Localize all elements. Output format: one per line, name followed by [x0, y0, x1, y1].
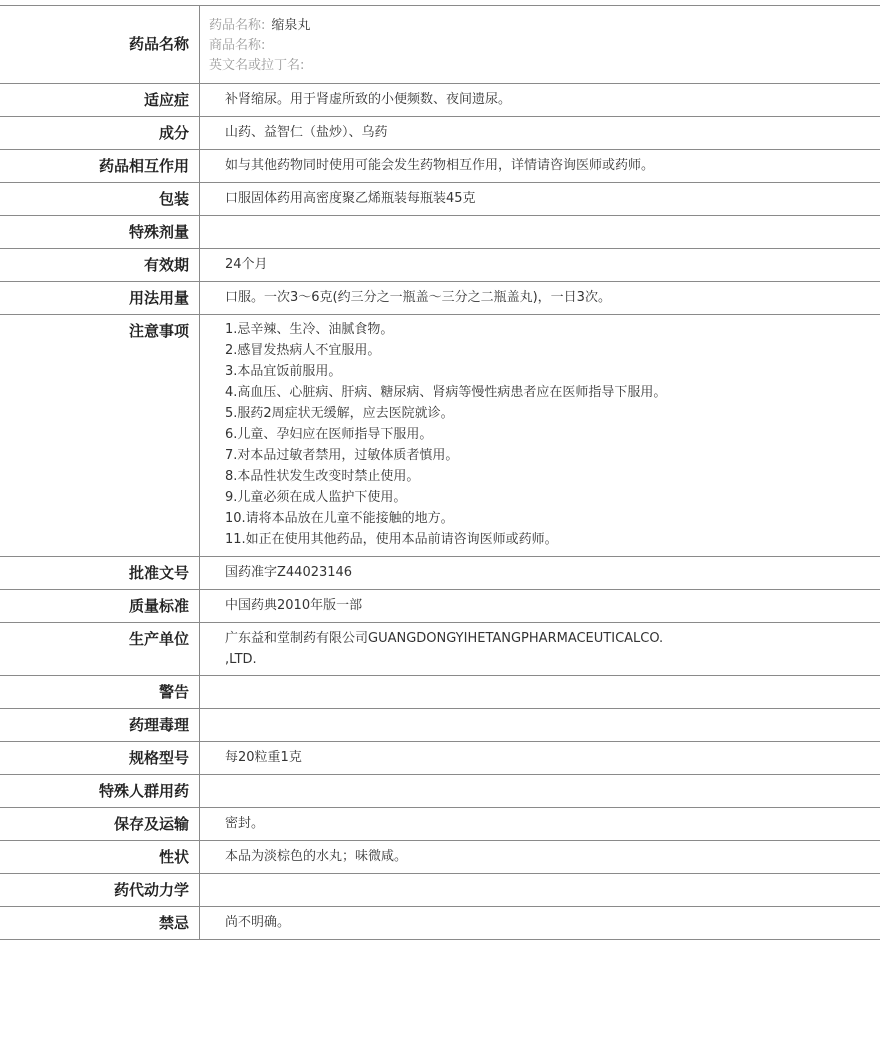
english-name-key: 英文名或拉丁名: — [209, 58, 305, 73]
row-warning — [0, 676, 880, 709]
row-value: 国药准字Z44023146 — [225, 565, 353, 580]
row-value: 尚不明确。 — [225, 915, 291, 930]
list-item: 11.如正在使用其他药品，使用本品前请咨询医师或药师。 — [225, 532, 558, 547]
row-label: 警告 — [0, 676, 200, 708]
row-manufacturer — [0, 623, 880, 676]
row-value: 24个月 — [225, 257, 268, 272]
list-item: 9.儿童必须在成人监护下使用。 — [225, 490, 407, 505]
trade-name-line — [209, 36, 880, 56]
row-label: 规格型号 — [0, 742, 200, 774]
precautions-list — [200, 315, 880, 556]
row-appearance — [0, 841, 880, 874]
row-value: 每20粒重1克 — [225, 750, 302, 765]
row-drug-name — [0, 5, 880, 84]
list-item: 5.服药2周症状无缓解，应去医院就诊。 — [225, 406, 454, 421]
list-item: 1.忌辛辣、生冷、油腻食物。 — [225, 322, 394, 337]
list-item: 2.感冒发热病人不宜服用。 — [225, 343, 381, 358]
row-value: 口服。一次3～6克(约三分之一瓶盖～三分之二瓶盖丸)，一日3次。 — [225, 290, 611, 305]
row-label: 药代动力学 — [0, 874, 200, 906]
row-specification — [0, 742, 880, 775]
row-label: 适应症 — [0, 84, 200, 116]
row-approval-number — [0, 557, 880, 590]
generic-name-key: 药品名称: — [209, 18, 266, 33]
row-indications — [0, 84, 880, 117]
row-precautions — [0, 315, 880, 557]
row-value — [200, 874, 880, 906]
row-value — [200, 775, 880, 807]
row-label: 用法用量 — [0, 282, 200, 314]
row-label: 禁忌 — [0, 907, 200, 939]
generic-name-line — [209, 16, 880, 36]
row-label: 药品相互作用 — [0, 150, 200, 182]
english-name-line — [209, 56, 880, 76]
manufacturer-line: ,LTD. — [225, 652, 257, 667]
row-value — [200, 676, 880, 708]
row-label: 特殊剂量 — [0, 216, 200, 248]
list-item: 7.对本品过敏者禁用，过敏体质者慎用。 — [225, 448, 459, 463]
row-value: 中国药典2010年版一部 — [225, 598, 363, 613]
row-value: 补肾缩尿。用于肾虚所致的小便频数、夜间遗尿。 — [225, 92, 512, 107]
row-pharmacology — [0, 709, 880, 742]
row-quality-standard — [0, 590, 880, 623]
list-item: 6.儿童、孕妇应在医师指导下服用。 — [225, 427, 433, 442]
row-label: 性状 — [0, 841, 200, 873]
list-item: 10.请将本品放在儿童不能接触的地方。 — [225, 511, 454, 526]
row-contraindications — [0, 907, 880, 940]
drug-info-table — [0, 5, 880, 940]
row-packaging — [0, 183, 880, 216]
row-value — [200, 623, 880, 675]
row-value: 如与其他药物同时使用可能会发生药物相互作用，详情请咨询医师或药师。 — [225, 158, 655, 173]
row-label: 保存及运输 — [0, 808, 200, 840]
row-label: 成分 — [0, 117, 200, 149]
generic-name-value: 缩泉丸 — [271, 18, 311, 33]
row-value: 口服固体药用高密度聚乙烯瓶装每瓶装45克 — [225, 191, 476, 206]
row-label: 质量标准 — [0, 590, 200, 622]
row-interactions — [0, 150, 880, 183]
row-label: 有效期 — [0, 249, 200, 281]
row-usage — [0, 282, 880, 315]
row-ingredients — [0, 117, 880, 150]
row-pharmacokinetics — [0, 874, 880, 907]
row-value — [200, 709, 880, 741]
row-shelf-life — [0, 249, 880, 282]
trade-name-key: 商品名称: — [209, 38, 266, 53]
row-label: 特殊人群用药 — [0, 775, 200, 807]
row-value — [200, 6, 880, 83]
row-label: 注意事项 — [0, 315, 200, 556]
row-special-groups — [0, 775, 880, 808]
row-value — [200, 216, 880, 248]
row-special-dosage — [0, 216, 880, 249]
row-label: 生产单位 — [0, 623, 200, 675]
list-item: 3.本品宜饭前服用。 — [225, 364, 342, 379]
row-value: 密封。 — [225, 816, 265, 831]
row-value: 山药、益智仁（盐炒）、乌药 — [225, 125, 388, 140]
list-item: 4.高血压、心脏病、肝病、糖尿病、肾病等慢性病患者应在医师指导下服用。 — [225, 385, 667, 400]
list-item: 8.本品性状发生改变时禁止使用。 — [225, 469, 420, 484]
row-value: 本品为淡棕色的水丸；味微咸。 — [225, 849, 408, 864]
row-storage — [0, 808, 880, 841]
row-label: 药品名称 — [0, 6, 200, 83]
row-label: 包装 — [0, 183, 200, 215]
row-label: 批准文号 — [0, 557, 200, 589]
row-label: 药理毒理 — [0, 709, 200, 741]
manufacturer-line: 广东益和堂制药有限公司GUANGDONGYIHETANGPHARMACEUTICALCO. — [225, 631, 664, 646]
